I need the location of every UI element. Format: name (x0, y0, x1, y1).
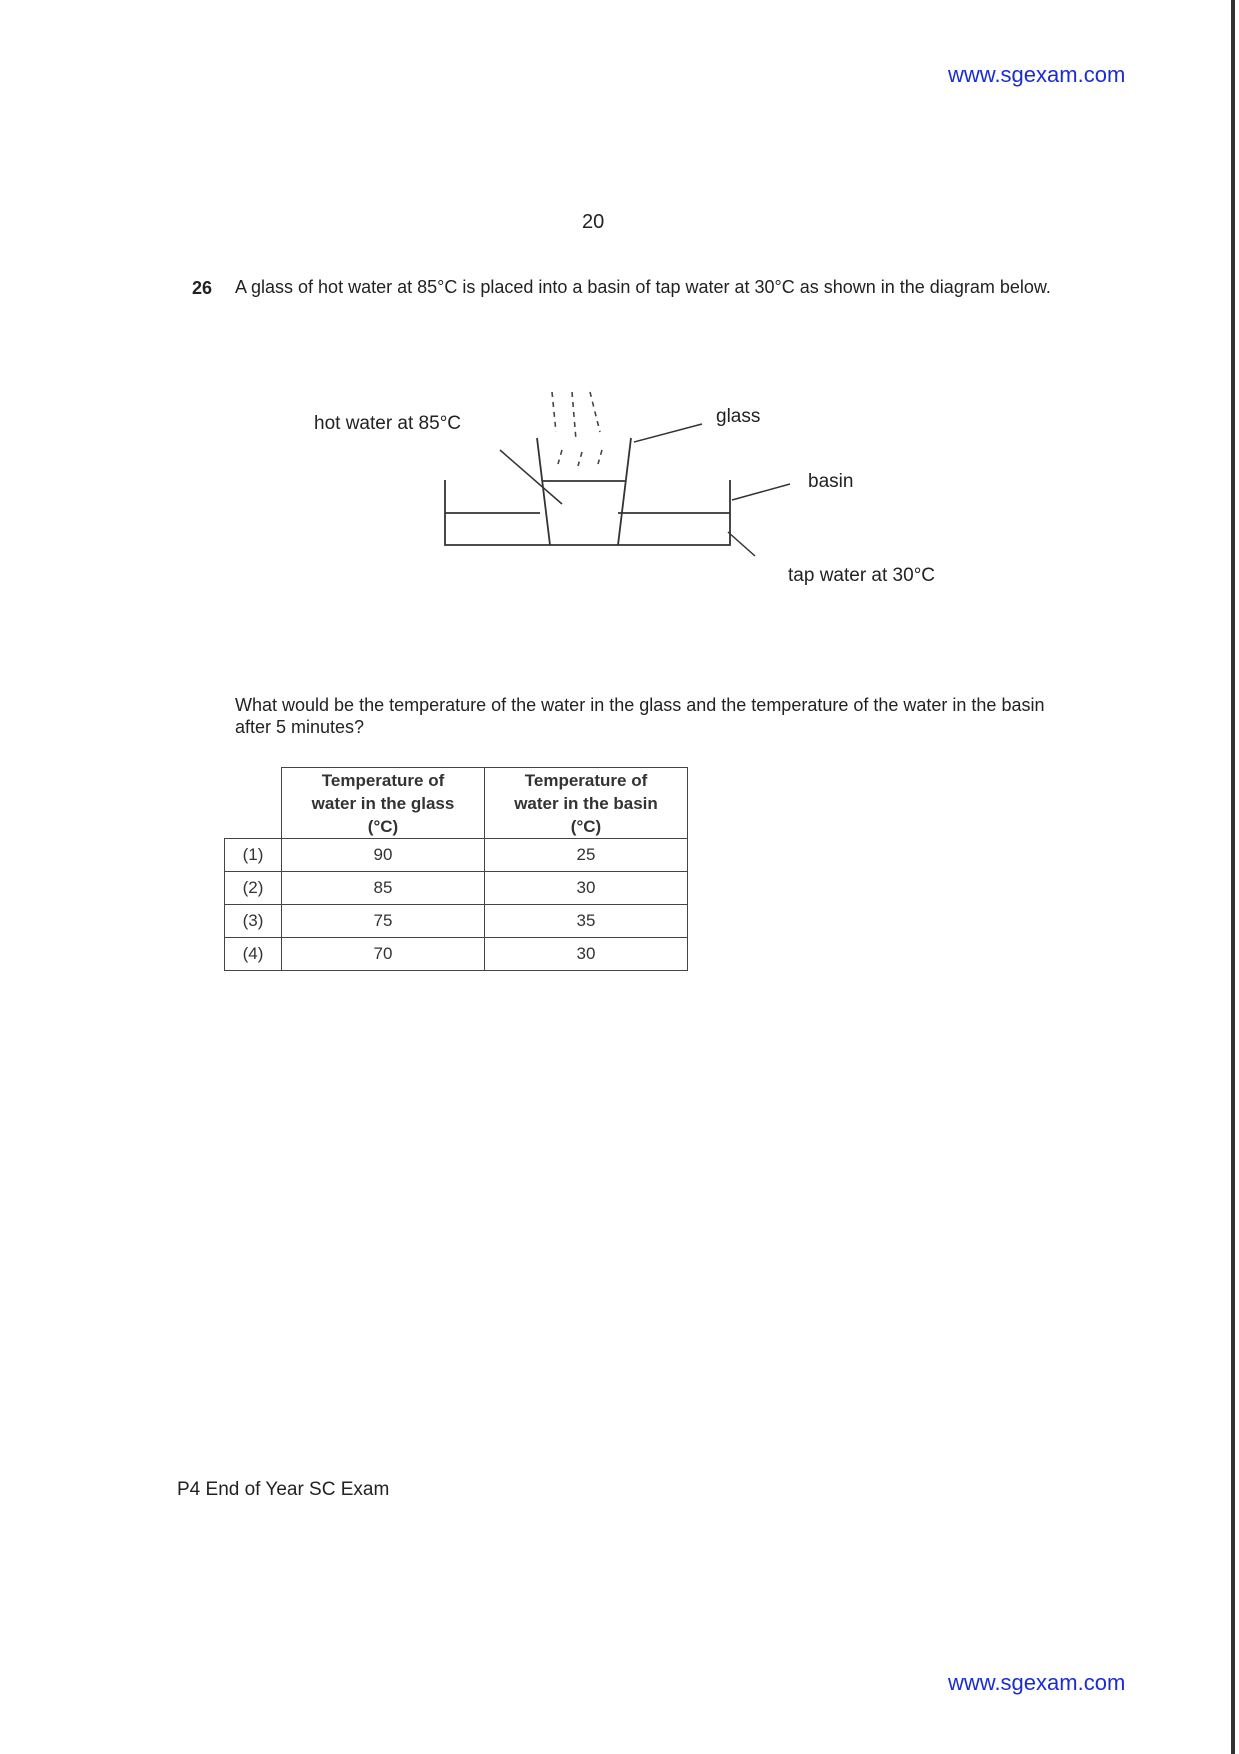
option-label: (4) (225, 938, 282, 971)
table-row[interactable] (225, 839, 688, 872)
steam-lines (552, 392, 602, 466)
glass-temperature-cell: 75 (282, 905, 485, 938)
label-tap-water: tap water at 30°C (788, 565, 936, 586)
header-glass-line: Temperature of (321, 770, 445, 790)
header-basin-unit: (°C) (570, 816, 602, 836)
option-label: (3) (225, 905, 282, 938)
glass-temperature-cell: 85 (282, 872, 485, 905)
glass-temperature-cell: 70 (282, 938, 485, 971)
table-header-row (225, 768, 688, 839)
question-prompt: What would be the temperature of the water in the glass and the temperature of the water in the basin after 5 minutes? (235, 695, 1045, 737)
basin-temperature-cell: 30 (485, 872, 688, 905)
option-label: (2) (225, 872, 282, 905)
header-basin-line: Temperature of (524, 770, 648, 790)
basin-temperature-cell: 30 (485, 938, 688, 971)
header-glass-line: water in the glass (311, 793, 455, 813)
label-hot-water: hot water at 85°C (314, 413, 462, 434)
glass-shape (537, 438, 631, 545)
website-link-top[interactable]: www.sgexam.com (948, 62, 1126, 87)
website-link-bottom[interactable]: www.sgexam.com (948, 1670, 1126, 1695)
table-row[interactable] (225, 905, 688, 938)
label-basin: basin (808, 471, 854, 492)
page-number: 20 (582, 211, 605, 233)
table-row[interactable] (225, 872, 688, 905)
basin-shape (445, 480, 730, 545)
header-glass-unit: (°C) (367, 816, 399, 836)
basin-temperature-cell: 25 (485, 839, 688, 872)
scan-page-edge (1231, 0, 1235, 1754)
header-basin-temperature (485, 768, 688, 839)
option-label: (1) (225, 839, 282, 872)
answer-options-table (224, 767, 688, 971)
basin-temperature-cell: 35 (485, 905, 688, 938)
footer-exam-title: P4 End of Year SC Exam (177, 1479, 390, 1500)
table-row[interactable] (225, 938, 688, 971)
question-text: A glass of hot water at 85°C is placed into a basin of tap water at 30°C as shown in the diagram below. (235, 277, 1051, 297)
glass-in-basin-diagram (300, 380, 980, 600)
question-number: 26 (192, 278, 213, 298)
blank-header-cell (225, 768, 282, 839)
header-basin-line: water in the basin (514, 793, 658, 813)
header-glass-temperature (282, 768, 485, 839)
glass-temperature-cell: 90 (282, 839, 485, 872)
label-glass: glass (716, 406, 761, 427)
